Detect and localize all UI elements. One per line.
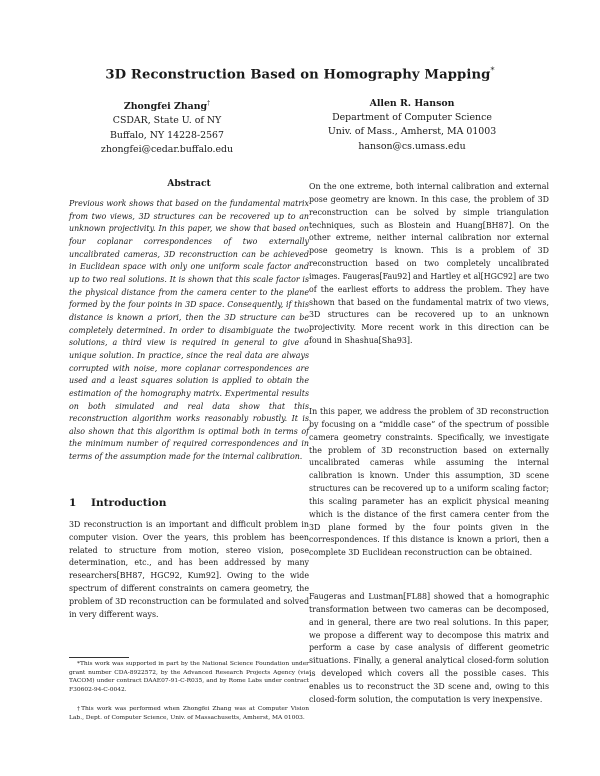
- section-number: 1: [69, 497, 77, 509]
- author-1-address: Buffalo, NY 14228-2567: [109, 129, 224, 141]
- footnote-2: †This work was performed when Zhongfei Zhang was at Computer Vision Lab., Dept. of Computer Science, Univ. of Massachusetts, Amherst, MA 01003.: [69, 706, 309, 721]
- right-paragraph-1: On the one extreme, both internal calibration and external pose geometry are known. In this case, the problem of 3D reconstruction can be solved by simple triangulation techniques, such as Blostein and Huang[BH87]. On the other extreme, neither internal calibration nor external pose geometry is known. This is a problem of 3D reconstruction based on two completely uncalibrated images. Faugeras[Fau92] and Hartley et al[HGC92] are two of the earliest efforts to address the problem. They have shown that based on the fundamental matrix of two views, 3D structures can be recovered up to an unknown projectivity. More recent work in this direction can be found in Shashua[Sha93].: [309, 182, 549, 346]
- author-1-email[interactable]: zhongfei@cedar.buffalo.edu: [100, 143, 234, 155]
- author-block-2: [292, 97, 532, 154]
- author-2-name: Allen R. Hanson: [369, 98, 455, 109]
- author-1-mark: †: [207, 100, 211, 107]
- author-1-name: Zhongfei Zhang: [123, 101, 208, 113]
- section-heading-introduction: [69, 497, 166, 509]
- author-1-affiliation: CSDAR, State U. of NY: [112, 115, 222, 127]
- author-2-affiliation: Department of Computer Science: [332, 112, 492, 124]
- author-2-name-line: [292, 97, 532, 111]
- abstract-text: Previous work shows that based on the fundamental matrix from two views, 3D structures can be recovered up to an unknown projectivity. In this paper, we show that based on four coplanar correspondences of two externally uncalibrated cameras, 3D reconstruction can be achieved in Euclidean space with only one uniform scale factor and up to two real solutions. It is shown that this scale factor is the physical distance from the camera center to the plane formed by the four points in 3D space. Consequently, if this distance is known a priori, then the 3D structure can be completely determined. In order to disambiguate the two solutions, a third view is required in general to give a unique solution. In practice, since the real data are always corrupted with noise, more coplanar correspondences are used and a least squares solution is applied to obtain the estimation of the homography matrix. Experimental results on both simulated and real data show that this reconstruction algorithm works reasonably robustly. It is also shown that this algorithm is optimal both in terms of the minimum number of required correspondences and in terms of the assumption made for the internal calibration.: [69, 199, 309, 462]
- author-block-1: [47, 97, 287, 157]
- author-2-email[interactable]: hanson@cs.umass.edu: [358, 140, 466, 152]
- abstract-heading: Abstract: [167, 178, 211, 189]
- paper-title: [0, 66, 600, 82]
- author-1-name-line: [47, 97, 287, 114]
- paper-title-text: 3D Reconstruction Based on Homography Mapping: [105, 67, 491, 83]
- footnote-1: *This work was supported in part by the National Science Foundation under grant number CDA-8922572, by the Advanced Research Projects Agency (via TACOM) under contract DAAE07-91-C-R035, and by Rome Labs under contract F30602-94-C-0042.: [69, 661, 309, 694]
- right-paragraph-3: Faugeras and Lustman[FL88] showed that a homographic transformation between two cameras can be decomposed, and in general, there are two real solutions. In this paper, we propose a different way to decompose this matrix and perform a case by case analysis of different geometric situations. Finally, a general analytical closed-form solution is developed which covers all the possible cases. This enables us to reconstruct the 3D scene and, owing to this closed-form solution, the computation is very inexpensive.: [309, 592, 549, 704]
- title-footnote-mark: *: [490, 66, 495, 75]
- footnote-divider: [69, 657, 129, 658]
- section-title: Introduction: [91, 497, 167, 509]
- intro-paragraph: 3D reconstruction is an important and difficult problem in computer vision. Over the years, this problem has been related to structure from motion, stereo vision, pose determination, etc., and has been addressed by many researchers[BH87, HGC92, Kum92]. Owing to the wide spectrum of different constraints on camera geometry, the problem of 3D reconstruction can be formulated and solved in very different ways.: [69, 520, 309, 619]
- right-paragraph-2: In this paper, we address the problem of 3D reconstruction by focusing on a “middle case” of the spectrum of possible camera geometry constraints. Specifically, we investigate the problem of 3D reconstruction based on externally uncalibrated cameras while assuming the internal calibration is known. Under this assumption, 3D scene structures can be recovered up to a uniform scaling factor; this scaling parameter has an explicit physical meaning which is the distance of the first camera center from the 3D plane formed by the four points given in the correspondences. If this distance is known a priori, then a complete 3D Euclidean reconstruction can be obtained.: [309, 407, 549, 558]
- author-2-address: Univ. of Mass., Amherst, MA 01003: [327, 126, 497, 138]
